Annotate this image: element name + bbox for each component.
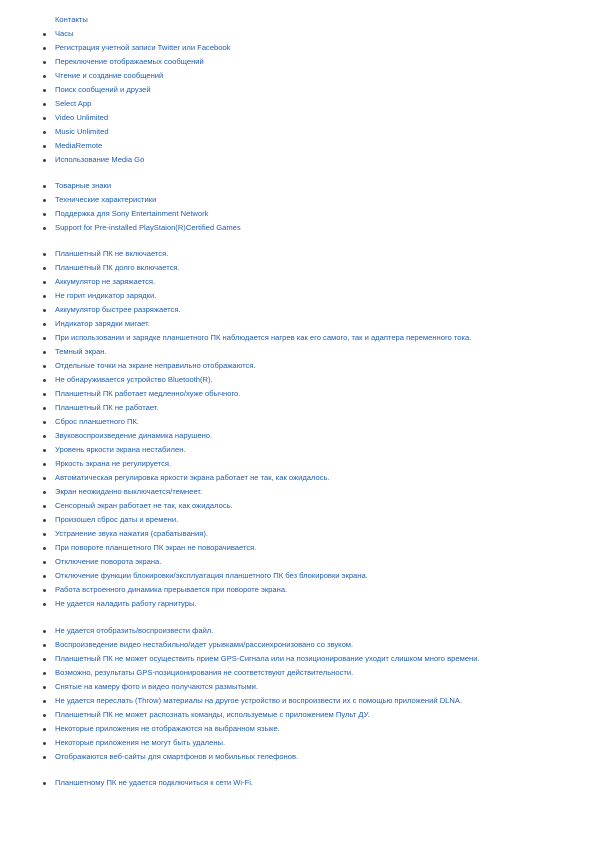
- bullet-icon: [43, 117, 46, 120]
- list-item: [0, 289, 471, 303]
- help-topic-link[interactable]: Планшетный ПК работает медленно/хуже обычного.: [55, 389, 241, 398]
- bullet-icon: [43, 61, 46, 64]
- list-item: [0, 247, 471, 261]
- list-item: [0, 387, 471, 401]
- list-item: [0, 513, 471, 527]
- help-topic-link[interactable]: Устранение звука нажатия (срабатывания).: [55, 529, 208, 538]
- bullet-icon: [43, 213, 46, 216]
- list-item: [0, 193, 241, 207]
- help-topic-link[interactable]: Планшетному ПК не удается подключиться к сети Wi-Fi.: [55, 778, 254, 787]
- bullet-icon: [43, 589, 46, 592]
- bullet-icon: [43, 700, 46, 703]
- list-item: [0, 97, 231, 111]
- list-item: [0, 666, 480, 680]
- bullet-icon: [43, 199, 46, 202]
- list-item: [0, 750, 480, 764]
- bullet-icon: [43, 295, 46, 298]
- help-topic-link[interactable]: Не горит индикатор зарядки.: [55, 291, 157, 300]
- help-topic-link[interactable]: Яркость экрана не регулируется.: [55, 459, 172, 468]
- help-topic-link[interactable]: Аккумулятор быстрее разряжается.: [55, 305, 181, 314]
- help-topic-link[interactable]: Не удается отобразить/воспроизвести файл.: [55, 626, 214, 635]
- help-topic-link[interactable]: Планшетный ПК не включается.: [55, 249, 169, 258]
- bullet-icon: [43, 33, 46, 36]
- help-topic-link[interactable]: При использовании и зарядке планшетного ПК наблюдается нагрев как его самого, так и адаптера переменного тока.: [55, 333, 472, 342]
- help-topic-link[interactable]: Возможно, результаты GPS-позиционирования не соответствуют действительности.: [55, 668, 354, 677]
- help-topic-link[interactable]: Звуковоспроизведение динамика нарушено.: [55, 431, 213, 440]
- help-topic-link[interactable]: Индикатор зарядки мигает.: [55, 319, 150, 328]
- help-topic-link[interactable]: Чтение и создание сообщений: [55, 71, 164, 80]
- bullet-icon: [43, 89, 46, 92]
- bullet-icon: [43, 337, 46, 340]
- info-link-list: [0, 179, 241, 235]
- list-item: [0, 471, 471, 485]
- help-topic-link[interactable]: Некоторые приложения не отображаются на выбранном языке.: [55, 724, 280, 733]
- bullet-icon: [43, 309, 46, 312]
- bullet-icon: [43, 267, 46, 270]
- bullet-icon: [43, 561, 46, 564]
- list-item: [0, 624, 480, 638]
- bullet-icon: [43, 728, 46, 731]
- bullet-icon: [43, 672, 46, 675]
- list-item: [0, 41, 231, 55]
- bullet-icon: [43, 782, 46, 785]
- list-item: [0, 153, 231, 167]
- help-topic-link[interactable]: Select App: [55, 99, 92, 108]
- help-topic-link[interactable]: Сенсорный экран работает не так, как ожидалось.: [55, 501, 233, 510]
- help-topic-link[interactable]: Товарные знаки: [55, 181, 112, 190]
- bullet-icon: [43, 519, 46, 522]
- list-item: [0, 207, 241, 221]
- help-topic-link[interactable]: Технические характеристики: [55, 195, 157, 204]
- help-topic-link[interactable]: Отображаются веб-сайты для смартфонов и мобильных телефонов.: [55, 752, 299, 761]
- bullet-icon: [43, 477, 46, 480]
- bullet-icon: [43, 630, 46, 633]
- bullet-icon: [43, 644, 46, 647]
- list-item: [0, 776, 253, 790]
- help-topic-link[interactable]: Работа встроенного динамика прерывается при повороте экрана.: [55, 585, 288, 594]
- bullet-icon: [43, 686, 46, 689]
- list-item: [0, 401, 471, 415]
- bullet-icon: [43, 575, 46, 578]
- bullet-icon: [43, 75, 46, 78]
- bullet-icon: [43, 379, 46, 382]
- list-item: [0, 111, 231, 125]
- bullet-icon: [43, 227, 46, 230]
- bullet-icon: [43, 351, 46, 354]
- help-topic-link[interactable]: Аккумулятор не заряжается.: [55, 277, 156, 286]
- list-item: [0, 443, 471, 457]
- list-item: [0, 527, 471, 541]
- list-item: [0, 457, 471, 471]
- help-topic-link[interactable]: Отключение функции блокировки/эксплуатация планшетного ПК без блокировки экрана.: [55, 571, 368, 580]
- list-item: [0, 221, 241, 235]
- bullet-icon: [43, 159, 46, 162]
- troubleshooting-link-list: [0, 247, 471, 611]
- bullet-icon: [43, 253, 46, 256]
- bullet-icon: [43, 435, 46, 438]
- help-topic-link[interactable]: Не удается наладить работу гарнитуры.: [55, 599, 197, 608]
- help-topic-link[interactable]: Планшетный ПК долго включается.: [55, 263, 180, 272]
- bullet-icon: [43, 533, 46, 536]
- bullet-icon: [43, 714, 46, 717]
- help-topic-link[interactable]: Отдельные точки на экране неправильно отображаются.: [55, 361, 256, 370]
- list-item: [0, 359, 471, 373]
- help-topic-link[interactable]: Планшетный ПК не может распознать команды, используемые с приложением Пульт ДУ.: [55, 710, 370, 719]
- help-topic-link[interactable]: Снятые на камеру фото и видео получаются размытыми.: [55, 682, 258, 691]
- help-topic-link[interactable]: Автоматическая регулировка яркости экрана работает не так, как ожидалось.: [55, 473, 330, 482]
- list-item: [0, 261, 471, 275]
- list-item: [0, 569, 471, 583]
- list-item: [0, 429, 471, 443]
- bullet-icon: [43, 658, 46, 661]
- list-item: [0, 555, 471, 569]
- bullet-icon: [43, 491, 46, 494]
- list-item: [0, 652, 480, 666]
- list-item: [0, 541, 471, 555]
- bullet-icon: [43, 185, 46, 188]
- help-topic-link[interactable]: Планшетный ПК не может осуществить прием GPS-Сигнала или на позиционирование уходит слишком много времени.: [55, 654, 480, 663]
- help-topic-link[interactable]: Support for Pre-installed PlayStaion(R)Certified Games: [55, 223, 241, 232]
- help-topic-link[interactable]: Некоторые приложения не могут быть удалены.: [55, 738, 226, 747]
- bullet-icon: [43, 505, 46, 508]
- list-item: [0, 499, 471, 513]
- help-topic-link[interactable]: Часы: [55, 29, 74, 38]
- list-item: [0, 722, 480, 736]
- list-item: [0, 303, 471, 317]
- help-topic-link[interactable]: Поддержка для Sony Entertainment Network: [55, 209, 209, 218]
- list-item: [0, 736, 480, 750]
- media-troubleshooting-link-list: [0, 624, 480, 764]
- help-topic-link[interactable]: Произошел сброс даты и времени.: [55, 515, 179, 524]
- list-item: [0, 708, 480, 722]
- list-item: [0, 680, 480, 694]
- help-topic-link[interactable]: Регистрация учетной записи Twitter или Facebook: [55, 43, 231, 52]
- list-item: [0, 275, 471, 289]
- bullet-icon: [43, 756, 46, 759]
- help-topic-link[interactable]: MediaRemote: [55, 141, 103, 150]
- list-item: [0, 583, 471, 597]
- help-topic-link[interactable]: При повороте планшетного ПК экран не поворачивается.: [55, 543, 257, 552]
- list-item: [0, 125, 231, 139]
- list-item: [0, 27, 231, 41]
- list-item: [0, 83, 231, 97]
- list-item: [0, 694, 480, 708]
- bullet-icon: [43, 47, 46, 50]
- list-item: [0, 317, 471, 331]
- help-topic-link[interactable]: Video Unlimited: [55, 113, 109, 122]
- bullet-icon: [43, 407, 46, 410]
- bullet-icon: [43, 421, 46, 424]
- help-topic-link[interactable]: Отключение поворота экрана.: [55, 557, 162, 566]
- help-topic-link[interactable]: Темный экран.: [55, 347, 107, 356]
- help-topic-link[interactable]: Использование Media Go: [55, 155, 145, 164]
- bullet-icon: [43, 323, 46, 326]
- help-topic-link[interactable]: Сброс планшетного ПК.: [55, 417, 140, 426]
- bullet-icon: [43, 145, 46, 148]
- bullet-icon: [43, 547, 46, 550]
- list-item: [0, 55, 231, 69]
- list-item: [0, 638, 480, 652]
- link-contacts[interactable]: Контакты: [55, 15, 88, 24]
- list-item: [0, 373, 471, 387]
- bullet-icon: [43, 393, 46, 396]
- bullet-icon: [43, 463, 46, 466]
- help-topic-link[interactable]: Переключение отображаемых сообщений: [55, 57, 204, 66]
- apps-link-list: [0, 27, 231, 167]
- bullet-icon: [43, 131, 46, 134]
- help-topic-link[interactable]: Не обнаруживается устройство Bluetooth(R).: [55, 375, 213, 384]
- help-topic-link[interactable]: Уровень яркости экрана нестабилен.: [55, 445, 186, 454]
- help-topic-link[interactable]: Music Unlimited: [55, 127, 109, 136]
- help-topic-link[interactable]: Поиск сообщений и друзей: [55, 85, 151, 94]
- help-topic-link[interactable]: Воспроизведение видео нестабильно/идет урывками/рассинхронизовано со звуком.: [55, 640, 354, 649]
- list-item: [0, 179, 241, 193]
- bullet-icon: [43, 603, 46, 606]
- list-item: [0, 485, 471, 499]
- list-item: [0, 69, 231, 83]
- list-item: [0, 415, 471, 429]
- list-item: [0, 597, 471, 611]
- list-item: [0, 345, 471, 359]
- list-item: [0, 331, 471, 345]
- help-topic-link[interactable]: Не удается переслать (Throw) материалы на другое устройство и воспроизвести их с помощью приложений DLNA.: [55, 696, 463, 705]
- help-topic-link[interactable]: Экран неожиданно выключается/темнеет.: [55, 487, 203, 496]
- bullet-icon: [43, 103, 46, 106]
- bullet-icon: [43, 365, 46, 368]
- list-item: [0, 139, 231, 153]
- bullet-icon: [43, 742, 46, 745]
- bullet-icon: [43, 281, 46, 284]
- help-topic-link[interactable]: Планшетный ПК не работает.: [55, 403, 159, 412]
- bullet-icon: [43, 449, 46, 452]
- network-troubleshooting-link-list: [0, 776, 253, 790]
